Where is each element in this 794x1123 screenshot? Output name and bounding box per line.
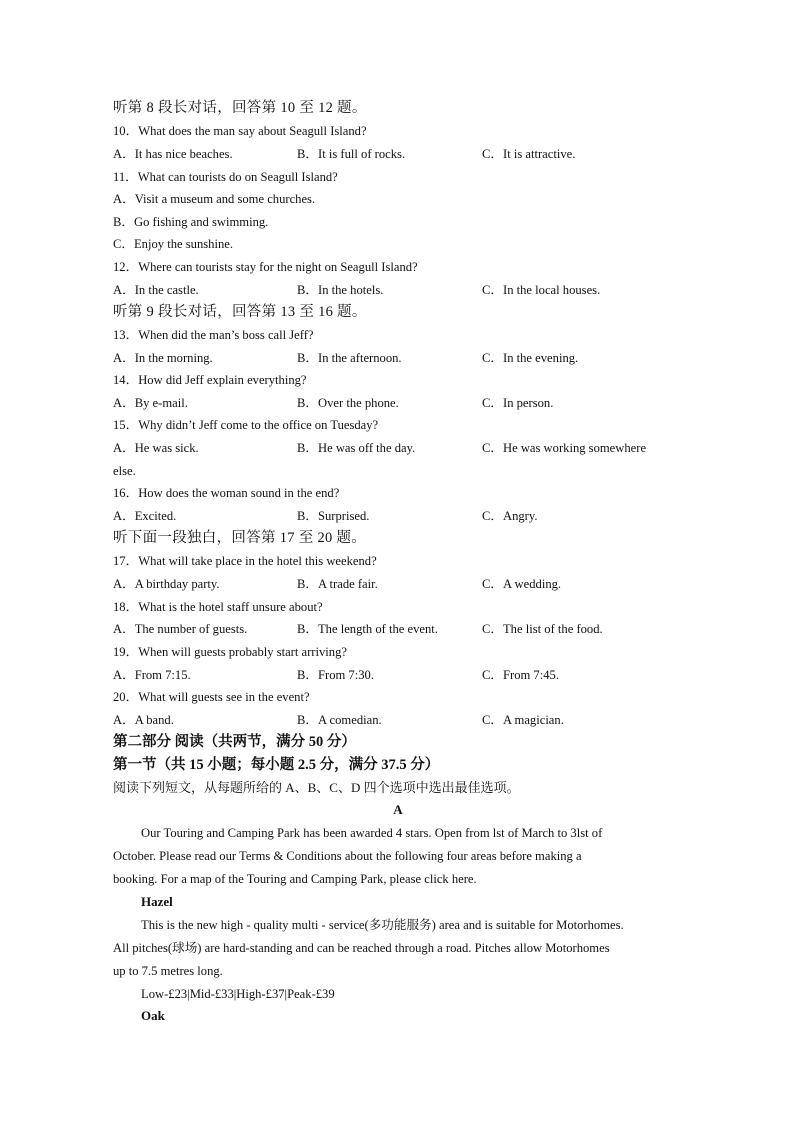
option-c: C．In the evening. <box>482 351 579 365</box>
area-heading-hazel: Hazel <box>141 894 173 909</box>
options-12 <box>113 280 713 300</box>
option-a: A．A birthday party. <box>113 577 220 591</box>
option-c: C．From 7:45. <box>482 668 559 682</box>
section-one-subtitle: 第一节（共 15 小题；每小题 2.5 分，满分 37.5 分） <box>113 757 440 773</box>
section-heading-9: 听第 9 段长对话，回答第 13 至 16 题。 <box>113 304 367 320</box>
option-b: B．Go fishing and swimming. <box>113 215 269 229</box>
question-13: 13．When did the man’s boss call Jeff? <box>113 328 314 342</box>
question-15: 15．Why didn’t Jeff come to the office on Tuesday? <box>113 418 379 432</box>
paragraph-line: This is the new high - quality multi - service(多功能服务) area and is suitable for Motorhomes. <box>141 918 624 932</box>
option-c: C．In the local houses. <box>482 283 601 297</box>
options-17 <box>113 574 713 594</box>
option-b: B．The length of the event. <box>297 622 438 636</box>
question-12: 12．Where can tourists stay for the night on Seagull Island? <box>113 260 418 274</box>
option-b: B．A comedian. <box>297 713 382 727</box>
option-b: B．In the afternoon. <box>297 351 402 365</box>
option-c: C．In person. <box>482 396 554 410</box>
options-16 <box>113 506 713 526</box>
reading-instructions: 阅读下列短文，从每题所给的 A、B、C、D 四个选项中选出最佳选项。 <box>113 780 520 795</box>
passage-intro-paragraph <box>113 822 683 891</box>
part-two-title: 第二部分 阅读（共两节，满分 50 分） <box>113 734 356 750</box>
hazel-paragraph <box>113 914 683 983</box>
option-b: B．A trade fair. <box>297 577 378 591</box>
options-15 <box>113 438 713 458</box>
options-13 <box>113 348 713 368</box>
options-10 <box>113 144 713 164</box>
option-c: C．Angry. <box>482 509 538 523</box>
options-20 <box>113 710 713 730</box>
paragraph-line: up to 7.5 metres long. <box>113 964 223 978</box>
option-b: B．In the hotels. <box>297 283 384 297</box>
option-b: B．He was off the day. <box>297 441 416 455</box>
option-b: B．From 7:30. <box>297 668 374 682</box>
area-heading-oak: Oak <box>141 1008 165 1023</box>
hazel-prices: Low-£23|Mid-£33|High-£37|Peak-£39 <box>141 987 335 1001</box>
question-18: 18．What is the hotel staff unsure about? <box>113 600 323 614</box>
question-20: 20．What will guests see in the event? <box>113 690 310 704</box>
option-a: A．Visit a museum and some churches. <box>113 192 316 206</box>
section-heading-8: 听第 8 段长对话，回答第 10 至 12 题。 <box>113 100 367 116</box>
option-b: B．Over the phone. <box>297 396 399 410</box>
question-11: 11．What can tourists do on Seagull Island? <box>113 170 338 184</box>
options-14 <box>113 393 713 413</box>
option-a: A．In the morning. <box>113 351 213 365</box>
question-17: 17．What will take place in the hotel this weekend? <box>113 554 377 568</box>
paragraph-line: October. Please read our Terms & Conditions about the following four areas before making a <box>113 849 582 863</box>
option-a: A．The number of guests. <box>113 622 248 636</box>
option-c-continued: else. <box>113 464 136 478</box>
option-c: C．He was working somewhere <box>482 441 647 455</box>
options-19 <box>113 665 713 685</box>
option-a: A．He was sick. <box>113 441 199 455</box>
passage-letter: A <box>393 802 403 817</box>
option-b: B．Surprised. <box>297 509 370 523</box>
option-c: C．Enjoy the sunshine. <box>113 237 233 251</box>
option-a: A．In the castle. <box>113 283 199 297</box>
question-19: 19．When will guests probably start arriving? <box>113 645 347 659</box>
option-a: A．It has nice beaches. <box>113 147 233 161</box>
option-a: A．By e-mail. <box>113 396 188 410</box>
options-18 <box>113 619 713 639</box>
option-c: C．It is attractive. <box>482 147 576 161</box>
option-b: B．It is full of rocks. <box>297 147 406 161</box>
option-a: A．A band. <box>113 713 174 727</box>
paragraph-line: All pitches(球场) are hard-standing and can be reached through a road. Pitches allow Motorhomes <box>113 941 610 955</box>
option-c: C．The list of the food. <box>482 622 603 636</box>
option-c: C．A wedding. <box>482 577 562 591</box>
question-14: 14．How did Jeff explain everything? <box>113 373 307 387</box>
paragraph-line: Our Touring and Camping Park has been awarded 4 stars. Open from lst of March to 3lst of <box>141 826 603 840</box>
option-c: C．A magician. <box>482 713 564 727</box>
option-a: A．From 7:15. <box>113 668 191 682</box>
section-heading-10: 听下面一段独白，回答第 17 至 20 题。 <box>113 530 367 546</box>
question-16: 16．How does the woman sound in the end? <box>113 486 340 500</box>
paragraph-line: booking. For a map of the Touring and Camping Park, please click here. <box>113 872 477 886</box>
question-10: 10．What does the man say about Seagull Island? <box>113 124 367 138</box>
option-a: A．Excited. <box>113 509 177 523</box>
